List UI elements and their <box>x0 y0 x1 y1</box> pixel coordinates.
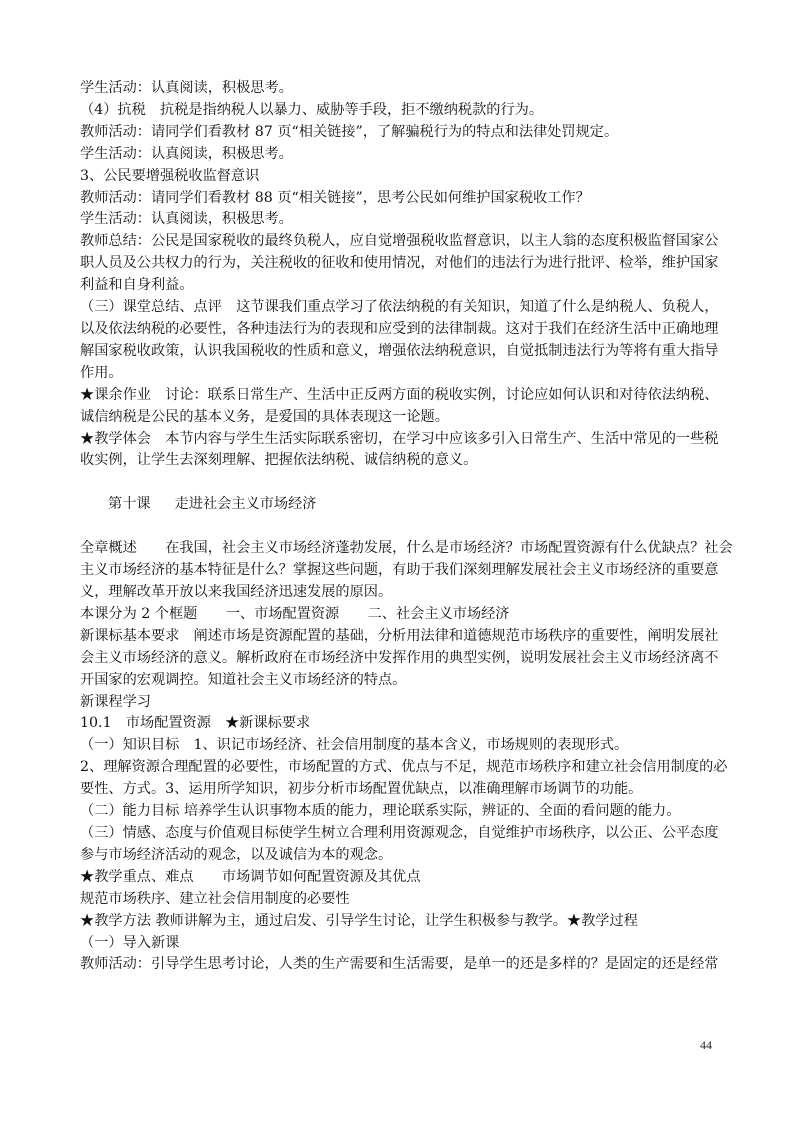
text-line: 作用。 <box>80 364 123 381</box>
text-line: 开国家的宏观调控。知道社会主义市场经济的特点。 <box>80 671 407 688</box>
text-line: 学生活动：认真阅读，积极思考。 <box>80 145 293 162</box>
text-line: ★教学方法 教师讲解为主，通过启发、引导学生讨论，让学生积极参与教学。★教学过程 <box>80 912 638 929</box>
text-line: 以及依法纳税的必要性，各种违法行为的表现和应受到的法律制裁。这对于我们在经济生活中正确地理 <box>80 320 719 337</box>
text-line: 职人员及公共权力的行为，关注税收的征收和使用情况，对他们的违法行为进行批评、检举，维护国家 <box>80 255 719 272</box>
text-line: 教师活动：引导学生思考讨论，人类的生产需要和生活需要，是单一的还是多样的？是固定的还是经常 <box>80 956 719 973</box>
chapter-number: 第十课 <box>108 496 151 513</box>
text-line: 新课程学习 <box>80 693 151 710</box>
text-line: 收实例，让学生去深刻理解、把握依法纳税、诚信纳税的意义。 <box>80 452 478 469</box>
text-line: 3、公民要增强税收监督意识 <box>80 167 260 184</box>
text-line: ★教学体会 本节内容与学生生活实际联系密切，在学习中应该多引入日常生产、生活中常见的一些税 <box>80 430 719 447</box>
text-line: 主义市场经济的基本特征是什么？掌握这些问题，有助于我们深刻理解发展社会主义市场经济的重要意 <box>80 562 719 579</box>
text-line: 解国家税收政策，认识我国税收的性质和意义，增强依法纳税意识，自觉抵制违法行为等将有重大指导 <box>80 342 719 359</box>
text-line: （三）情感、态度与价值观目标使学生树立合理利用资源观念，自觉维护市场秩序，以公正、公平态度 <box>80 825 719 841</box>
text-line: （一）导入新课 <box>80 934 180 951</box>
text-line: 义，理解改革开放以来我国经济迅速发展的原因。 <box>80 584 393 601</box>
text-line: （4）抗税 抗税是指纳税人以暴力、威胁等手段，拒不缴纳税款的行为。 <box>80 101 544 118</box>
text-line: 学生活动：认真阅读，积极思考。 <box>80 211 293 228</box>
text-line: ★教学重点、难点 市场调节如何配置资源及其优点 <box>80 868 421 885</box>
text-line: （一）知识目标 1、识记市场经济、社会信用制度的基本含义，市场规则的表现形式。 <box>80 737 629 754</box>
text-line: 教师活动：请同学们看教材 88 页“相关链接”，思考公民如何维护国家税收工作？ <box>80 189 590 206</box>
section-market-economy <box>80 538 733 976</box>
text-line: 教师活动：请同学们看教材 87 页“相关链接”，了解骗税行为的特点和法律处罚规定。 <box>80 123 619 140</box>
text-line: 参与市场经济活动的观念，以及诚信为本的观念。 <box>80 846 393 863</box>
text-line: 10.1 市场配置资源 ★新课标要求 <box>80 715 311 732</box>
text-line: 要性、方式。3、运用所学知识，初步分析市场配置优缺点，以准确理解市场调节的功能。 <box>80 781 643 798</box>
text-line: （二）能力目标 培养学生认识事物本质的能力，理论联系实际，辨证的、全面的看问题的能力。 <box>80 803 681 820</box>
chapter-heading <box>80 494 720 516</box>
text-line: 利益和自身利益。 <box>80 277 194 294</box>
page-number: 44 <box>700 1038 712 1052</box>
text-line: 会主义市场经济的意义。解析政府在市场经济中发挥作用的典型实例，说明发展社会主义市场经济离不 <box>80 649 719 666</box>
text-line: 本课分为 2 个框题 一、市场配置资源 二、社会主义市场经济 <box>80 605 510 622</box>
text-line: 新课标基本要求 阐述市场是资源配置的基础，分析用法律和道德规范市场秩序的重要性，阐明发展社 <box>80 627 719 644</box>
text-line: 诚信纳税是公民的基本义务，是爱国的具体表现这一论题。 <box>80 408 449 425</box>
text-line: ★课余作业 讨论：联系日常生产、生活中正反两方面的税收实例，讨论应如何认识和对待依法纳税、 <box>80 386 719 403</box>
text-line: 规范市场秩序、建立社会信用制度的必要性 <box>80 890 350 907</box>
text-line: 教师总结：公民是国家税收的最终负税人，应自觉增强税收监督意识，以主人翁的态度积极监督国家公 <box>80 233 719 250</box>
text-line: （三）课堂总结、点评 这节课我们重点学习了依法纳税的有关知识，知道了什么是纳税人、负税人， <box>80 299 719 316</box>
text-line: 2、理解资源合理配置的必要性，市场配置的方式、优点与不足，规范市场秩序和建立社会信用制度的必 <box>80 759 728 776</box>
page-content <box>80 78 733 976</box>
chapter-title: 走进社会主义市场经济 <box>174 496 317 513</box>
section-tax-lesson <box>80 78 720 472</box>
text-line: 全章概述 在我国，社会主义市场经济蓬勃发展，什么是市场经济？市场配置资源有什么优缺点？社会 <box>80 540 733 557</box>
text-line: 学生活动：认真阅读，积极思考。 <box>80 80 293 96</box>
